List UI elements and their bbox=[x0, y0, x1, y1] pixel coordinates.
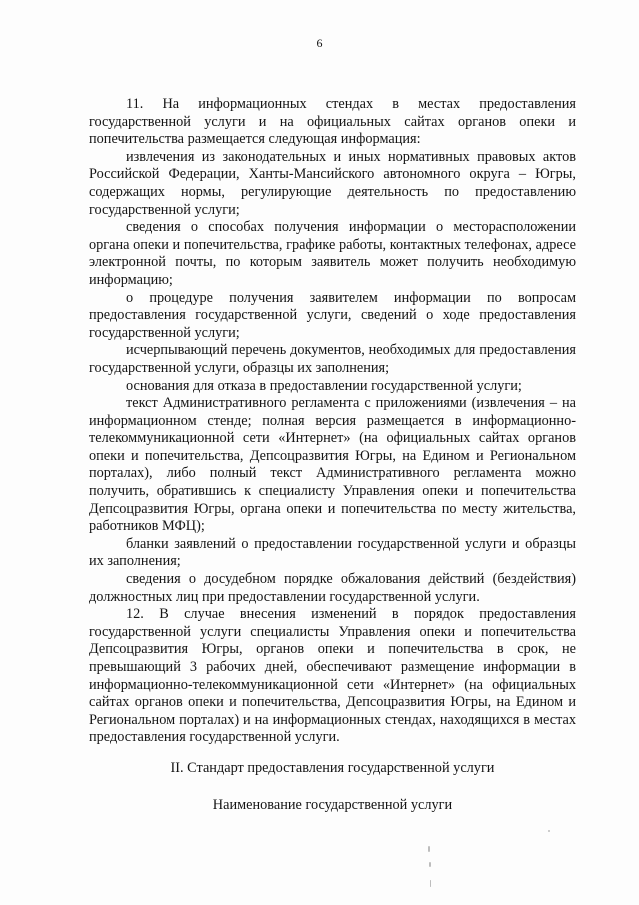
paragraph-procedure-info: о процедуре получения заявителем информации по вопросам предоставления государственной услуги, сведений о ходе предоставления государственной услуги; bbox=[89, 289, 576, 341]
paragraph-documents-list: исчерпывающий перечень документов, необходимых для предоставления государственной услуги, образцы их заполнения; bbox=[89, 342, 576, 376]
scan-artifact bbox=[428, 846, 430, 852]
section-heading: II. Стандарт предоставления государственной услуги bbox=[170, 760, 495, 776]
scan-artifact bbox=[429, 862, 431, 867]
paragraph-contact-info: сведения о способах получения информации о месторасположении органа опеки и попечительства, графике работы, контактных телефонах, адресе электронной почты, по которым заявитель может получить необходимую информацию; bbox=[89, 219, 576, 288]
page-number: 6 bbox=[316, 36, 323, 50]
scan-artifact bbox=[548, 830, 550, 832]
body-text bbox=[89, 96, 576, 747]
paragraph-regulation-text: текст Административного регламента с приложениями (извлечения – на информационном стенде; полная версия размещается в информационно-телекоммуникационной сети «Интернет» (на официальных сайтах органов опеки и попечительства, Депсоцразвития Югры, на Едином и Региональном порталах), либо полный текст Административного регламента можно получить, обратившись к специалисту Управления опеки и попечительства Депсоцразвития Югры, органа опеки и попечительства по месту жительства, работников МФЦ); bbox=[89, 395, 576, 535]
paragraph-12: 12. В случае внесения изменений в порядок предоставления государственной услуги специалисты Управления опеки и попечительства Депсоцразвития Югры, органов опеки и попечительства в срок, не превышающий 3 рабочих дней, обеспечивают размещение информации в информационно-телекоммуникационной сети «Интернет» (на официальных сайтах органов опеки и попечительства, Депсоцразвития Югры, на Едином и Региональном порталах) и на информационных стендах, находящихся в местах предоставления государственной услуги. bbox=[89, 606, 576, 746]
paragraph-refusal-grounds: основания для отказа в предоставлении государственной услуги; bbox=[126, 377, 522, 394]
paragraph-appeal-procedure: сведения о досудебном порядке обжалования действий (бездействия) должностных лиц при предоставлении государственной услуги. bbox=[89, 571, 576, 605]
paragraph-11: 11. На информационных стендах в местах предоставления государственной услуги и на официальных сайтах органов опеки и попечительства размещается следующая информация: bbox=[89, 96, 576, 148]
subsection-heading: Наименование государственной услуги bbox=[212, 797, 453, 813]
scan-artifact bbox=[430, 880, 431, 887]
paragraph-extracts-legal-acts: извлечения из законодательных и иных нормативных правовых актов Российской Федерации, Ханты-Мансийского автономного округа – Югры, содержащих нормы, регулирующие деятельность по предоставлению государственной услуги; bbox=[89, 148, 576, 218]
paragraph-application-forms: бланки заявлений о предоставлении государственной услуги и образцы их заполнения; bbox=[89, 535, 576, 570]
